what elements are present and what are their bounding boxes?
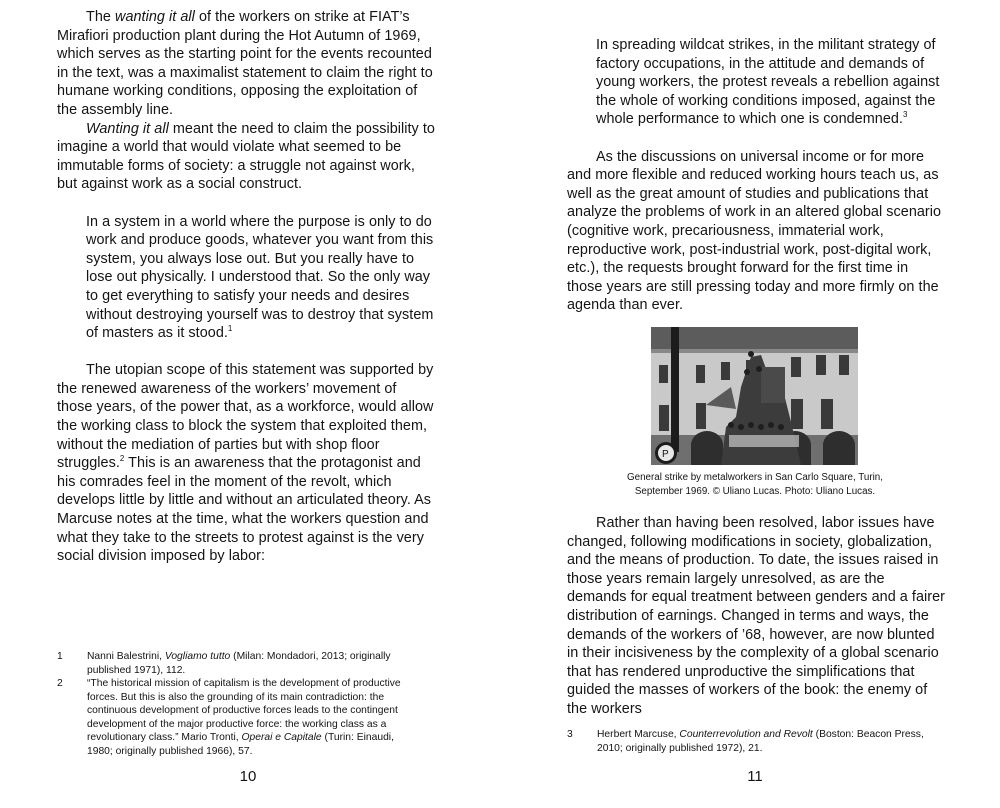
footnote-number: 3 xyxy=(567,729,573,740)
italic-phrase: Wanting it all xyxy=(86,120,169,137)
footnote-number: 2 xyxy=(57,678,63,689)
paragraph-labor-issues: Rather than having been resolved, labor issues have changed, following modifications in society, globalization, and the means of production. To date, the issues raised in those years remain largely unresolved, as are the demands for equal treatment between genders and a fairer distribution of earnings. Changed in terms and ways, the demands of the workers of ’68, however, are now blunted in their incisiveness by the complexity of a global scenario that has rendered unproductive the simplifications that guided the masses of workers of the book: the enemy of the workers xyxy=(567,515,945,717)
right-footnotes xyxy=(567,728,945,755)
footnote-1 xyxy=(57,650,417,677)
block-quote-balestrini: In a system in a world where the purpose is only to do work and produce goods, whatever you want from this system, you always lose out. But you really have to lose out physically. I understood that. So the only way to get everything to satisfy your needs and desires without destroying yourself was to destroy that system of masters as it stood.$^1$ xyxy=(86,213,434,342)
paragraph-meaning: Wanting it all meant the need to claim the possibility to imagine a world that would violate what seemed to be immutable forms of society: a struggle not against work, but against work as a social construct. xyxy=(57,120,435,193)
left-footnotes xyxy=(57,650,417,758)
block-quote-marcuse: In spreading wildcat strikes, in the militant strategy of factory occupations, in the attitude and demands of young workers, the protest reveals a rebellion against the whole of working conditions imposed, against the whole performance to which one is condemned.$^3$ xyxy=(596,37,940,128)
italic-phrase: wanting it all xyxy=(115,9,195,25)
footnote-2 xyxy=(57,677,417,758)
right-page xyxy=(567,0,945,808)
footnote-number: 1 xyxy=(57,651,63,662)
left-page xyxy=(57,0,435,808)
paragraph-universal-income: As the discussions on universal income or for more and more flexible and reduced working hours teach us, as well as the great amount of studies and publications that analyze the problems of work in an altered global scenario (cognitive work, precariousness, immaterial work, reproductive work, post-industrial work, post-digital work, etc.), the requests brought forward for the first time in those years are still pressing today and more firmly on the agenda than ever. xyxy=(567,148,942,314)
footnote-ref[interactable]: 2 xyxy=(119,454,125,464)
photo-illustration xyxy=(651,327,858,465)
paragraph-utopian-scope: The utopian scope of this statement was supported by the renewed awareness of the workers’ movement of those years, of the power that, as a workforce, would allow the working class to block the system that exploited them, without the mediation of parties but with shop floor struggles.$^2$ This is an awareness that the protagonist and his comrades feel in the moment of the revolt, which develops little by little and without an articulated theory. As Marcuse notes at the time, what the workers question and what they take to the streets to protest against is the very social division imposed by labor: xyxy=(57,362,434,565)
photo-caption: General strike by metalworkers in San Carlo Square, Turin, September 1969. © Uliano Lucas. Photo: Uliano Lucas. xyxy=(627,472,883,497)
footnote-3 xyxy=(567,728,945,755)
page-number: 11 xyxy=(747,768,763,785)
footnote-ref[interactable]: 3 xyxy=(902,110,908,120)
left-main-text xyxy=(57,8,435,566)
footnote-text: “The historical mission of capitalism is the development of productive forces. But this is also the grounding of its main contradiction: the continuous development of productive forces leads to the contingent development of the major productive force: the working class as a revolutionary class.” Mario Tronti, Operai e Capitale (Turin: Einaudi, 1980; originally published 1966), 57. xyxy=(87,678,401,757)
svg-text:P: P xyxy=(662,449,669,460)
paragraph-wanting-it-all: The wanting it all of the workers on strike at FIAT’s Mirafiori production plant during the Hot Autumn of 1969, which serves as the starting point for the events recounted in the text, was a maximalist statement to claim the right to humane working conditions, opposing the exploitation of the assembly line. xyxy=(57,9,433,118)
right-top-text xyxy=(567,36,945,315)
footnote-text: Herbert Marcuse, Counterrevolution and Revolt (Boston: Beacon Press, 2010; originally published 1972), 21. xyxy=(597,729,924,754)
right-bottom-text xyxy=(567,514,945,719)
footnote-text: Nanni Balestrini, Vogliamo tutto (Milan: Mondadori, 2013; originally published 1971), 112. xyxy=(87,651,391,676)
footnote-ref[interactable]: 1 xyxy=(227,324,233,334)
figure xyxy=(627,327,883,498)
page-number: 10 xyxy=(239,768,257,785)
strike-photo xyxy=(651,327,858,465)
